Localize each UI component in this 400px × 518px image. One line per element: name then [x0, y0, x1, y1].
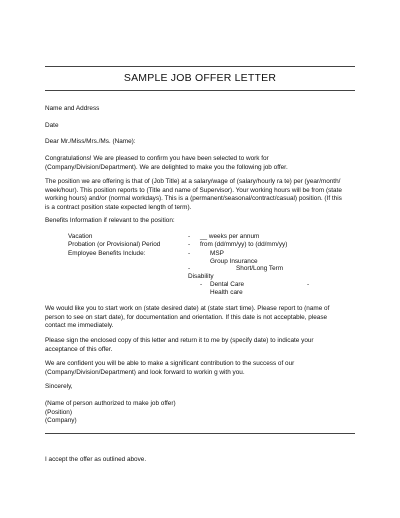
title-divider: [45, 90, 355, 91]
paragraph-start-date: We would like you to start work on (state desired date) at (state start time). Please report to (name of person to see on start date), for documentation and orientation. If this date is not acceptable, please contact me immediately.: [45, 305, 330, 330]
dental-trailing-dash: -: [307, 281, 310, 288]
employee-benefits-label: Employee Benefits Include:: [68, 250, 146, 257]
benefits-intro: Benefits Information if relevant to the position:: [45, 217, 175, 224]
msp-dash: -: [188, 250, 191, 257]
disability-value: Disability: [188, 273, 214, 280]
probation-dash: -: [188, 241, 191, 248]
health-care-value: Health care: [210, 289, 243, 296]
paragraph-position: The position we are offering is that of (Job Title) at a salary/wage of (salary/hourly ra te) per (year/month/ week/hour). This position reports to (Title and name of Supervisor). Your working hours will be from (state working hours) and/or (normal workdays). This is a (permanent/seasonal/contract/casual) position. (If this is a contract position state expected length of term).: [45, 178, 342, 211]
date-line: Date: [45, 122, 59, 129]
signature-block: (Name of person authorized to make job offer) (Position) (Company): [45, 400, 176, 425]
vacation-label: Vacation: [68, 233, 93, 240]
top-divider: [45, 66, 355, 67]
acceptance-divider: [45, 433, 355, 434]
paragraph-confidence: We are confident you will be able to make a significant contribution to the success of our (Company/Division/Department) and look forward to workin g with you.: [45, 360, 295, 376]
group-insurance-value: Group Insurance: [210, 258, 258, 265]
paragraph-congratulations: Congratulations! We are pleased to confirm you have been selected to work for (Company/Division/Department). We are delighted to make you the following job offer.: [45, 155, 288, 171]
vacation-dash: -: [188, 233, 191, 240]
vacation-value: __ weeks per annum: [200, 233, 260, 240]
page-title: SAMPLE JOB OFFER LETTER: [123, 72, 277, 84]
short-long-dash: -: [188, 265, 191, 272]
name-address: Name and Address: [45, 105, 100, 112]
acceptance-line: I accept the offer as outlined above.: [45, 456, 147, 463]
msp-value: MSP: [210, 250, 224, 257]
probation-value: from (dd/mm/yy) to (dd/mm/yy): [200, 241, 288, 248]
probation-label: Probation (or Provisional) Period: [68, 241, 161, 248]
dental-care-value: Dental Care: [210, 281, 245, 288]
paragraph-sign: Please sign the enclosed copy of this letter and return it to me by (specify date) to indicate your acceptance of this offer.: [45, 337, 314, 353]
short-long-term-value: Short/Long Term: [236, 265, 284, 272]
closing: Sincerely,: [45, 383, 73, 390]
dental-dash: -: [200, 281, 203, 288]
salutation: Dear Mr./Miss/Mrs./Ms. (Name):: [45, 138, 136, 145]
